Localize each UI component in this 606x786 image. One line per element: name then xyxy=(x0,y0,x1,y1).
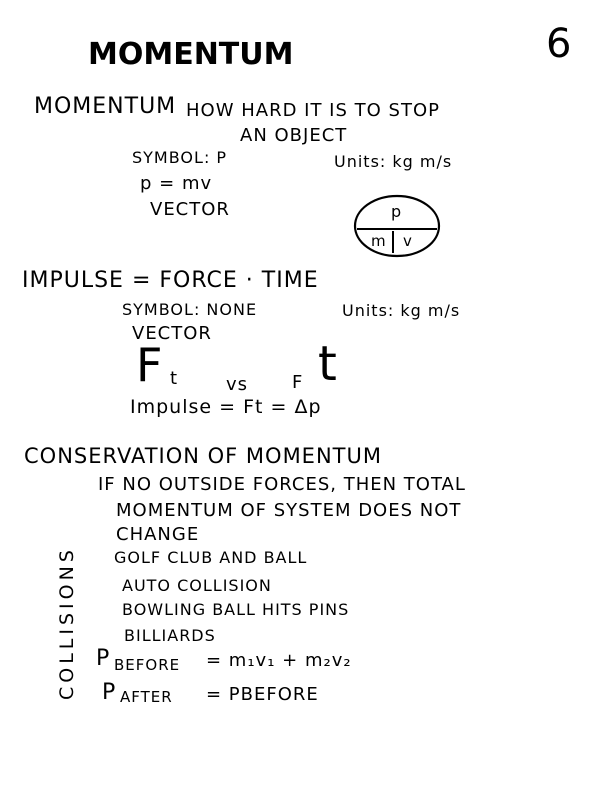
impulse-symbol: SYMBOL: NONE xyxy=(122,300,258,319)
p-before-symbol: P xyxy=(96,646,111,671)
momentum-triangle-right: v xyxy=(403,232,413,250)
collision-example-auto: AUTO COLLISION xyxy=(122,576,272,595)
p-after-subscript: AFTER xyxy=(120,688,173,706)
p-after-symbol: P xyxy=(102,680,117,705)
collision-example-billiards: BILLIARDS xyxy=(124,626,216,645)
p-after-equation: = PBEFORE xyxy=(206,684,319,705)
momentum-symbol: SYMBOL: P xyxy=(132,148,228,167)
p-before-subscript: BEFORE xyxy=(114,656,181,674)
impulse-small-t: t xyxy=(170,368,179,389)
impulse-vector-label: VECTOR xyxy=(132,323,212,344)
conservation-line3: CHANGE xyxy=(116,524,200,545)
impulse-equation: Impulse = Ft = Δp xyxy=(130,396,322,418)
impulse-vs: vs xyxy=(226,374,249,395)
page-number: 6 xyxy=(546,21,572,67)
momentum-vector-label: VECTOR xyxy=(150,199,230,220)
impulse-big-f: F xyxy=(136,338,163,392)
conservation-line1: IF NO OUTSIDE FORCES, THEN TOTAL xyxy=(98,474,466,495)
page-title: MOMENTUM xyxy=(88,37,294,72)
impulse-heading: IMPULSE = FORCE · TIME xyxy=(22,268,319,293)
impulse-small-f: F xyxy=(292,372,304,393)
momentum-triangle-top: p xyxy=(391,202,403,221)
momentum-heading: MOMENTUM xyxy=(34,94,177,119)
momentum-definition-line2: AN OBJECT xyxy=(240,125,348,146)
impulse-big-t: t xyxy=(318,336,337,392)
impulse-units: Units: kg m/s xyxy=(342,301,461,320)
collision-example-golf: GOLF CLUB AND BALL xyxy=(114,548,308,567)
collision-example-bowling: BOWLING BALL HITS PINS xyxy=(122,600,350,619)
momentum-triangle-left: m xyxy=(371,232,387,250)
momentum-definition-line1: HOW HARD IT IS TO STOP xyxy=(186,100,440,121)
momentum-units: Units: kg m/s xyxy=(334,152,453,171)
conservation-line2: MOMENTUM OF SYSTEM DOES NOT xyxy=(116,500,462,521)
momentum-formula: p = mv xyxy=(140,173,213,194)
collisions-side-label: COLLISIONS xyxy=(56,546,78,700)
p-before-equation: = m₁v₁ + m₂v₂ xyxy=(206,650,352,671)
conservation-heading: CONSERVATION OF MOMENTUM xyxy=(24,444,382,468)
